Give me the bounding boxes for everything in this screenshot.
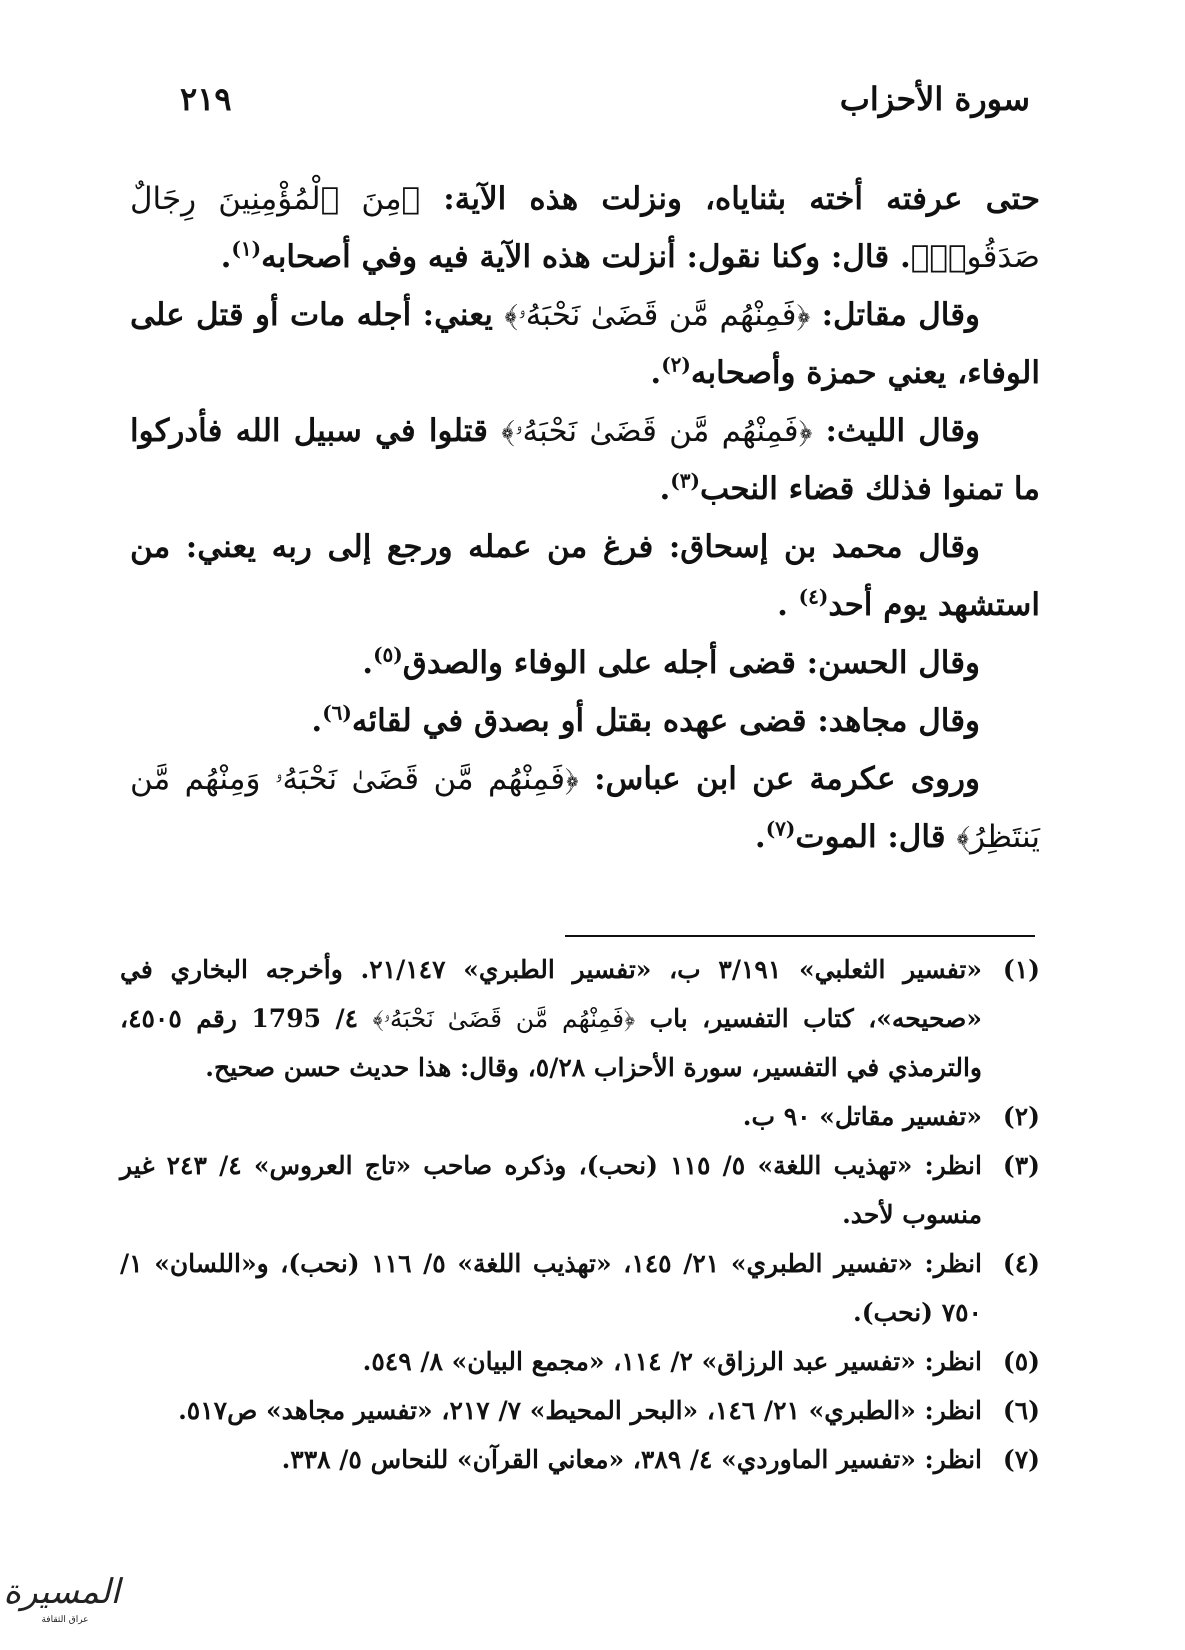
- footnote-text: انظر: «تهذيب اللغة» ٥/ ١١٥ (نحب)، وذكره صاحب «تاج العروس» ٤/ ٢٤٣ غير منسوب لأحد.: [120, 1151, 982, 1229]
- paragraph-2: [130, 286, 1040, 402]
- text-span: يعني: أجله مات أو قتل على الوفاء، يعني حمزة وأصحابه: [130, 297, 1040, 391]
- footnote-ref[interactable]: (٤): [798, 584, 829, 609]
- footnote-number: (٢): [1002, 1102, 1040, 1131]
- text-span: .: [659, 471, 671, 507]
- publisher-logo-sub: عراق الثقافة: [41, 1615, 89, 1625]
- footnote-text: انظر: «تفسير الماوردي» ٤/ ٣٨٩، «معاني القرآن» للنحاس ٥/ ٣٣٨.: [281, 1445, 982, 1474]
- main-text: [130, 170, 1040, 866]
- text-span: .: [754, 819, 766, 855]
- quran-quote: ﴿فَمِنْهُم مَّن قَضَىٰ نَحْبَهُۥ﴾: [504, 297, 811, 333]
- footnote-number: (٥): [1002, 1347, 1040, 1376]
- footnote-number: (٣): [1002, 1151, 1040, 1180]
- footnote-5: [120, 1337, 1040, 1386]
- text-span: .: [777, 587, 799, 623]
- footnote-number: (١): [1002, 955, 1040, 984]
- page-header: [180, 80, 1030, 130]
- footnote-ref[interactable]: (٣): [670, 468, 700, 493]
- footnote-number: (٧): [1002, 1445, 1040, 1474]
- page-number: ٢١٩: [180, 80, 232, 118]
- footnote-1: [120, 945, 1040, 1092]
- footnote-number: (٤): [1002, 1249, 1040, 1278]
- text-span: حتى عرفته أخته بثناياه، ونزلت هذه الآية:: [420, 181, 1040, 217]
- footnote-ref[interactable]: (٧): [765, 816, 796, 841]
- footnote-7: [120, 1435, 1040, 1484]
- quran-quote: ﴿فَمِنْهُم مَّن قَضَىٰ نَحْبَهُۥ وَمِنْهُم مَّن يَنتَظِرُ﴾: [130, 761, 1040, 855]
- text-span: «تفسير الثعلبي» ٣/١٩١ ب، «تفسير الطبري» ٢١/١٤٧. وأخرجه البخاري في «صحيحه»، كتاب التفسير، باب: [120, 955, 982, 1033]
- footnote-3: [120, 1141, 1040, 1239]
- paragraph-4: [130, 518, 1040, 634]
- footnote-ref[interactable]: (٥): [373, 642, 403, 667]
- text-span: . قال: وكنا نقول: أنزلت هذه الآية فيه وفي أصحابه: [261, 239, 911, 275]
- quran-quote: ﴿فَمِنْهُم مَّن قَضَىٰ نَحْبَهُۥ﴾: [501, 413, 813, 449]
- text-span: وقال الحسن: قضى أجله على الوفاء والصدق: [402, 645, 980, 681]
- publisher-logo-main: المسيرة: [3, 1572, 120, 1612]
- text-span: وقال الليث:: [812, 413, 980, 449]
- text-span: قال: الموت: [795, 819, 957, 855]
- text-span: وقال مجاهد: قضى عهده بقتل أو بصدق في لقائه: [351, 703, 980, 739]
- text-span: وقال مقاتل:: [810, 297, 981, 333]
- footnote-ref[interactable]: (٦): [322, 700, 352, 725]
- surah-title: سورة الأحزاب: [839, 80, 1030, 118]
- footnote-text: انظر: «تفسير عبد الرزاق» ٢/ ١١٤، «مجمع البيان» ٨/ ٥٤٩.: [362, 1347, 982, 1376]
- paragraph-1: [130, 170, 1040, 286]
- footnote-2: [120, 1092, 1040, 1141]
- footnote-4: [120, 1239, 1040, 1337]
- text-span: .: [220, 239, 232, 275]
- footnote-text: انظر: «تفسير الطبري» ٢١/ ١٤٥، «تهذيب اللغة» ٥/ ١١٦ (نحب)، و«اللسان» ١/ ٧٥٠ (نحب).: [120, 1249, 982, 1327]
- text-span: ٤/ 1795 رقم ٤٥٠٥، والترمذي في التفسير، سورة الأحزاب ٥/٢٨، وقال: هذا حديث حسن صحيح.: [120, 1004, 982, 1082]
- text-span: قتلوا في سبيل الله فأدركوا ما تمنوا فذلك قضاء النحب: [130, 413, 1040, 507]
- paragraph-5: [130, 634, 1040, 692]
- text-span: .: [362, 645, 374, 681]
- quran-quote: ﴿مِنَ ٱلْمُؤْمِنِينَ رِجَالٌ صَدَقُوا۟﴾: [130, 181, 1040, 275]
- footnote-ref[interactable]: (١): [231, 236, 262, 261]
- text-span: .: [650, 355, 662, 391]
- text-span: .: [311, 703, 323, 739]
- footnotes: [120, 945, 1040, 1484]
- publisher-logo: [3, 1570, 120, 1640]
- text-span: وقال محمد بن إسحاق: فرغ من عمله ورجع إلى ربه يعني: من استشهد يوم أحد: [130, 529, 1040, 623]
- footnote-6: [120, 1386, 1040, 1435]
- footnote-divider: [565, 935, 1035, 937]
- footnote-text: انظر: «الطبري» ٢١/ ١٤٦، «البحر المحيط» ٧/ ٢١٧، «تفسير مجاهد» ص٥١٧.: [178, 1396, 982, 1425]
- paragraph-7: [130, 750, 1040, 866]
- paragraph-6: [130, 692, 1040, 750]
- footnote-text: [120, 945, 982, 1092]
- text-span: وروى عكرمة عن ابن عباس:: [578, 761, 980, 797]
- paragraph-3: [130, 402, 1040, 518]
- footnote-ref[interactable]: (٢): [661, 352, 691, 377]
- footnote-number: (٦): [1002, 1396, 1040, 1425]
- quran-quote: ﴿فَمِنْهُم مَّن قَضَىٰ نَحْبَهُۥ﴾: [372, 1004, 636, 1033]
- footnote-text: «تفسير مقاتل» ٩٠ ب.: [742, 1102, 982, 1131]
